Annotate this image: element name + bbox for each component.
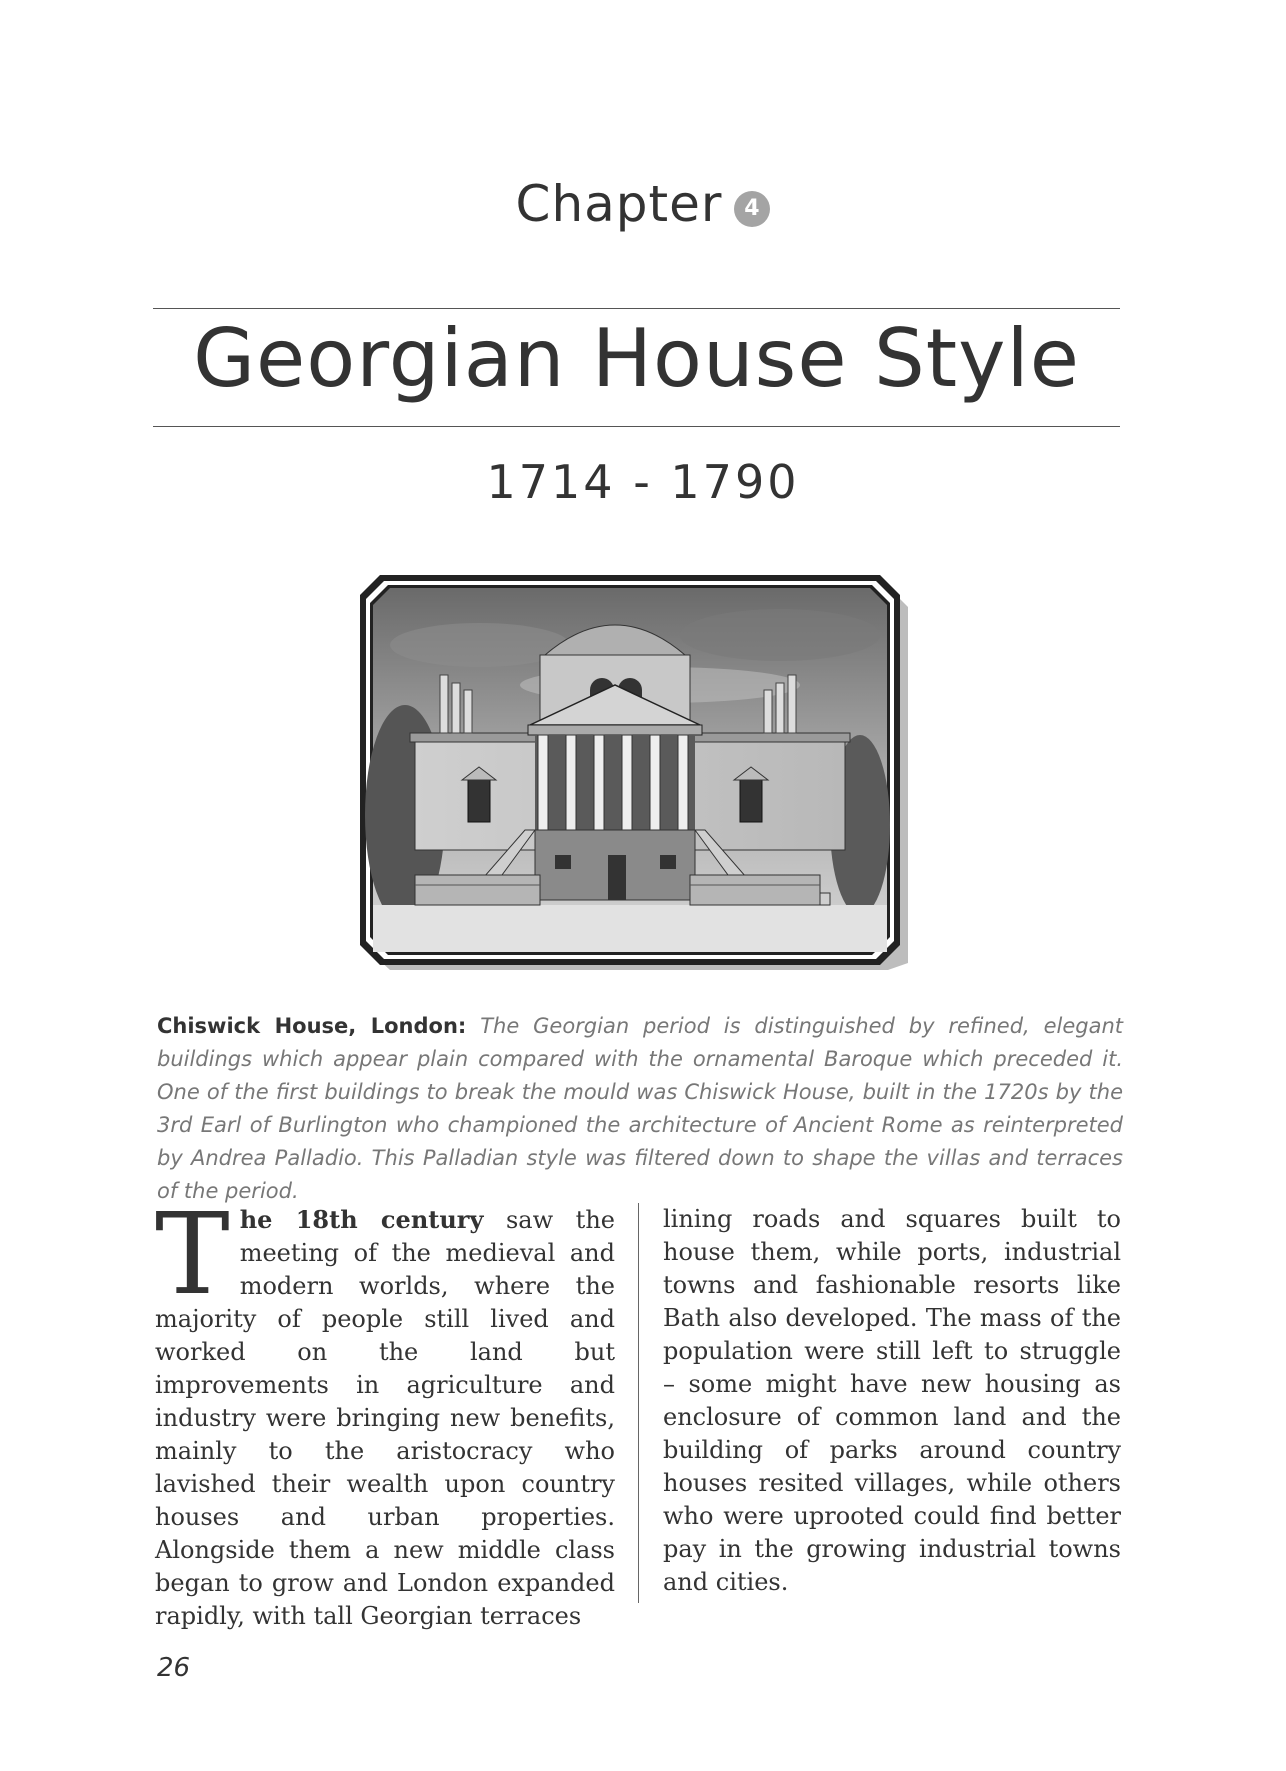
chapter-label: Chapter: [515, 175, 723, 233]
image-caption: [157, 1010, 1123, 1208]
body-column-left: [155, 1190, 615, 1633]
caption-text: The Georgian period is distinguished by refined, elegant buildings which appear plain compared with the ornamental Baroque which preceded it. One of the first buildings to break the mould was Chiswick House, built in the 1720s by the 3rd Earl of Burlington who championed the architecture of Ancient Rome as reinterpreted by Andrea Palladio. This Palladian style was filtered down to shape the villas and terraces of the period.: [157, 1014, 1123, 1203]
page-title: Georgian House Style: [193, 312, 1080, 405]
column-divider: [638, 1203, 639, 1603]
caption-lead: Chiswick House, London:: [157, 1014, 467, 1038]
title-bottom-rule: [153, 426, 1120, 427]
drop-cap: T: [155, 1190, 230, 1320]
chapter-heading: [0, 175, 1286, 233]
body-column-right: [663, 1203, 1121, 1599]
period-years: 1714 - 1790: [486, 455, 800, 509]
body-left-text: saw the meeting of the medieval and modern worlds, where the majority of people still lived and worked on the land but improvements in agriculture and industry were bringing new benefits, mainly to the aristocracy who lavished their wealth upon country houses and urban properties. Alongside them a new middle class began to grow and London expanded rapidly, with tall Georgian terraces: [155, 1206, 615, 1630]
body-right-text: lining roads and squares built to house them, while ports, industrial towns and fashionable resorts like Bath also developed. The mass of the population were still left to struggle – some might have new housing as enclosure of common land and the building of parks around country houses resited villages, while others who were uprooted could find better pay in the growing industrial towns and cities.: [663, 1205, 1121, 1596]
title-top-rule: [153, 308, 1120, 309]
page-number: 26: [157, 1653, 191, 1683]
chapter-number-badge: 4: [734, 191, 770, 227]
chiswick-house-illustration: [360, 575, 910, 970]
body-lead-bold: he 18th century: [239, 1205, 484, 1234]
